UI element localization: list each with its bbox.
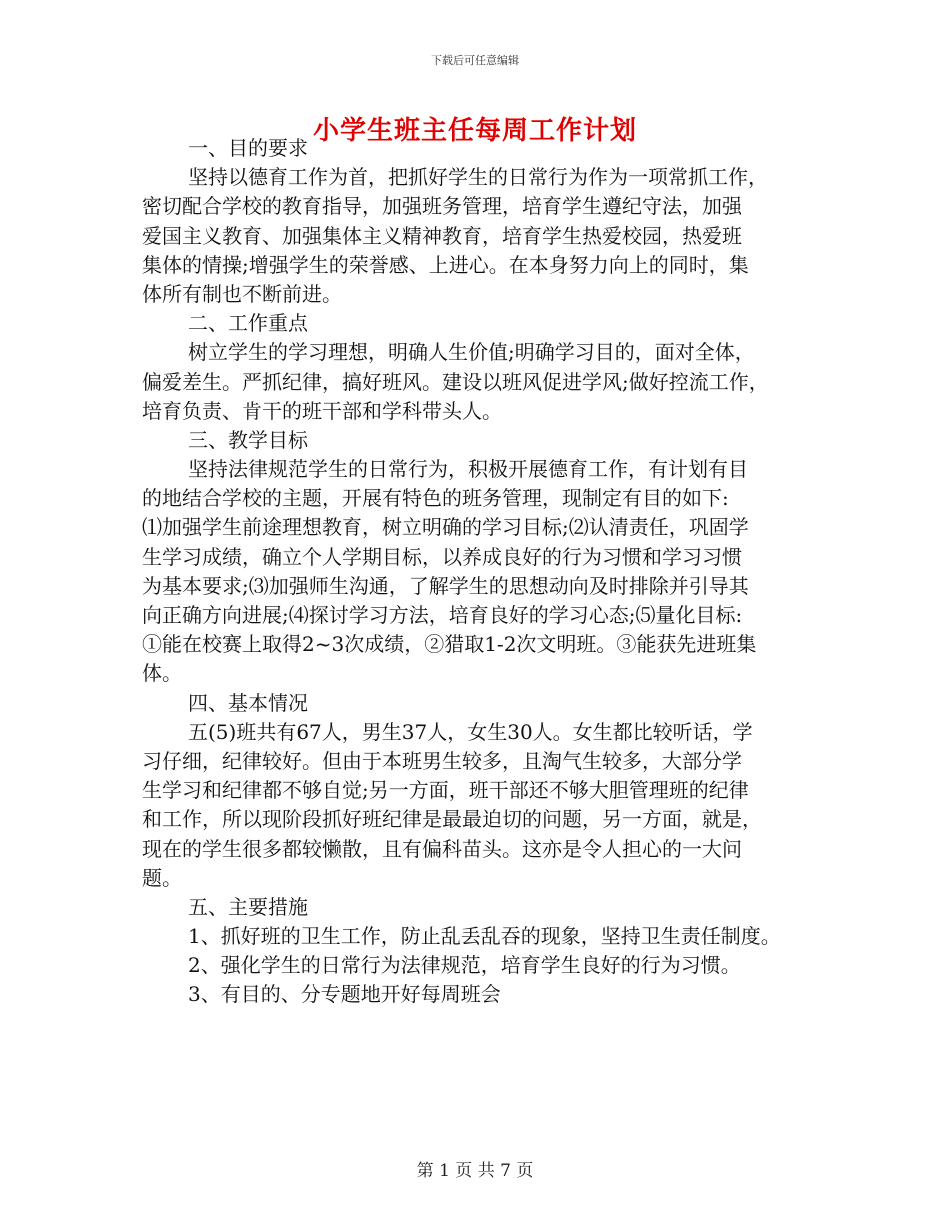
text-line: 树立学生的学习理想，明确人生价值;明确学习目的，面对全体， [188, 340, 755, 365]
text-line: 培育负责、肯干的班干部和学科带头人。 [142, 398, 502, 423]
text-line: 现在的学生很多都较懒散，且有偏科苗头。这亦是令人担心的一大问 [142, 836, 742, 861]
text-line: 的地结合学校的主题，开展有特色的班务管理，现制定有目的如下: [142, 486, 729, 511]
text-line: 题。 [142, 865, 182, 890]
document-body [142, 134, 817, 1010]
text-line: 体所有制也不断前进。 [142, 281, 342, 306]
text-line: 四、基本情况 [188, 690, 308, 715]
text-line: 向正确方向进展;⑷探讨学习方法，培育良好的学习心态;⑸量化目标: [142, 603, 743, 627]
text-line: 2、强化学生的日常行为法律规范，培育学生良好的行为习惯。 [188, 953, 741, 978]
text-line: 爱国主义教育、加强集体主义精神教育，培育学生热爱校园，热爱班 [142, 223, 742, 248]
text-line: 二、工作重点 [188, 311, 308, 336]
page-footer: 第 1 页 共 7 页 [416, 1161, 534, 1181]
page-header: 下载后可任意编辑 [431, 54, 519, 67]
text-line: 坚持以德育工作为首，把抓好学生的日常行为作为一项常抓工作， [188, 165, 768, 190]
text-line: 偏爱差生。严抓纪律，搞好班风。建设以班风促进学风;做好控流工作， [142, 369, 769, 394]
text-line: ⑴加强学生前途理想教育，树立明确的学习目标;⑵认清责任，巩固学 [142, 515, 749, 540]
text-line: 1、抓好班的卫生工作，防止乱丢乱吞的现象，坚持卫生责任制度。 [188, 924, 781, 949]
text-line: 密切配合学校的教育指导，加强班务管理，培育学生遵纪守法，加强 [142, 194, 742, 219]
text-line: 一、目的要求 [188, 136, 308, 160]
document-title: 小学生班主任每周工作计划 [312, 116, 637, 146]
text-line: ①能在校赛上取得2~3次成绩，②猎取1-2次文明班。③能获先进班集 [142, 632, 757, 657]
text-line: 集体的情操;增强学生的荣誉感、上进心。在本身努力向上的同时，集 [142, 252, 749, 277]
text-line: 三、教学目标 [188, 427, 308, 452]
text-line: 生学习成绩，确立个人学期目标，以养成良好的行为习惯和学习习惯 [142, 544, 742, 569]
text-line: 习仔细，纪律较好。但由于本班男生较多，且淘气生较多，大部分学 [142, 748, 742, 773]
text-line: 坚持法律规范学生的日常行为，积极开展德育工作，有计划有目 [188, 457, 748, 482]
text-line: 和工作，所以现阶段抓好班纪律是最最迫切的问题，另一方面，就是， [142, 807, 762, 832]
text-line: 3、有目的、分专题地开好每周班会 [188, 982, 501, 1007]
text-line: 生学习和纪律都不够自觉;另一方面，班干部还不够大胆管理班的纪律 [142, 778, 749, 803]
text-line: 五(5)班共有67人，男生37人，女生30人。女生都比较听话，学 [188, 719, 753, 744]
text-line: 五、主要措施 [188, 894, 308, 919]
text-line: 体。 [142, 661, 182, 686]
text-line: 为基本要求;⑶加强师生沟通，了解学生的思想动向及时排除并引导其 [142, 573, 749, 598]
